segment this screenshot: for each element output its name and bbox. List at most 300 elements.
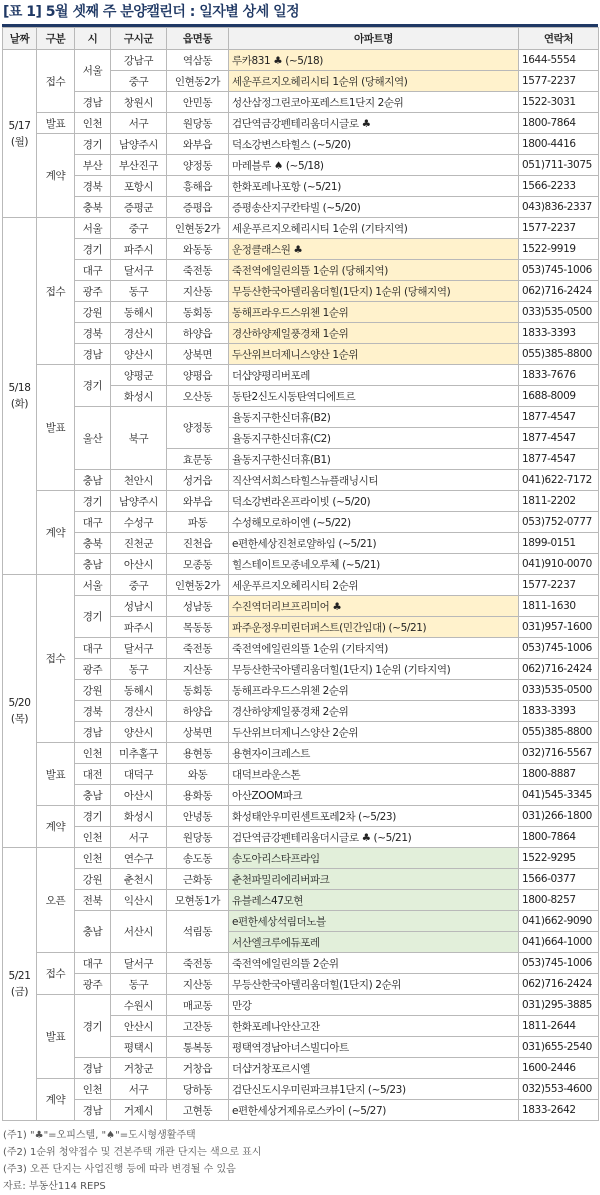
city-cell: 강원 <box>75 869 111 890</box>
town-cell: 오산동 <box>167 386 229 407</box>
contact-cell: 031)655-2540 <box>519 1037 599 1058</box>
contact-cell: 055)385-8800 <box>519 344 599 365</box>
town-cell: 와부읍 <box>167 491 229 512</box>
district-cell: 달서구 <box>111 638 167 659</box>
apartment-cell: 덕소강변스타힐스 (~5/20) <box>229 134 519 155</box>
contact-cell: 043)836-2337 <box>519 197 599 218</box>
town-cell: 흥해읍 <box>167 176 229 197</box>
type-cell: 오픈 <box>37 848 75 953</box>
table-row <box>3 911 599 932</box>
town-cell: 와부읍 <box>167 134 229 155</box>
table-row <box>3 533 599 554</box>
apartment-cell: 대덕브라운스톤 <box>229 764 519 785</box>
contact-cell: 1811-2644 <box>519 1016 599 1037</box>
city-cell: 인천 <box>75 743 111 764</box>
apartment-cell: 두산위브더제니스양산 2순위 <box>229 722 519 743</box>
city-cell: 울산 <box>75 407 111 470</box>
district-cell: 북구 <box>111 407 167 470</box>
apartment-cell: 화성태안우미린센트포레2차 (~5/23) <box>229 806 519 827</box>
header-district: 구시군 <box>111 28 167 50</box>
type-cell: 접수 <box>37 953 75 995</box>
table-title: [표 1] 5월 셋째 주 분양캘린더 : 일자별 상세 일정 <box>3 4 300 20</box>
apartment-cell: 검단역금강펜테리움더시글로 ♣ (~5/21) <box>229 827 519 848</box>
table-row <box>3 953 599 974</box>
town-cell: 통복동 <box>167 1037 229 1058</box>
district-cell: 서구 <box>111 1079 167 1100</box>
town-cell: 송도동 <box>167 848 229 869</box>
district-cell: 연수구 <box>111 848 167 869</box>
district-cell: 파주시 <box>111 617 167 638</box>
contact-cell: 031)295-3885 <box>519 995 599 1016</box>
contact-cell: 031)266-1800 <box>519 806 599 827</box>
district-cell: 중구 <box>111 71 167 92</box>
contact-cell: 051)711-3075 <box>519 155 599 176</box>
contact-cell: 1811-2202 <box>519 491 599 512</box>
contact-cell: 1833-3393 <box>519 323 599 344</box>
type-cell: 접수 <box>37 575 75 743</box>
contact-cell: 041)662-9090 <box>519 911 599 932</box>
town-cell: 지산동 <box>167 281 229 302</box>
contact-cell: 041)545-3345 <box>519 785 599 806</box>
table-row <box>3 827 599 848</box>
town-cell: 성남동 <box>167 596 229 617</box>
city-cell: 경남 <box>75 722 111 743</box>
table-row <box>3 176 599 197</box>
contact-cell: 1877-4547 <box>519 449 599 470</box>
contact-cell: 1811-1630 <box>519 596 599 617</box>
district-cell: 서구 <box>111 113 167 134</box>
district-cell: 동해시 <box>111 680 167 701</box>
apartment-cell: 춘천파밀리에리버파크 <box>229 869 519 890</box>
city-cell: 충남 <box>75 470 111 491</box>
apartment-cell: 서산엘크루에듀포레 <box>229 932 519 953</box>
contact-cell: 041)910-0070 <box>519 554 599 575</box>
city-cell: 대구 <box>75 638 111 659</box>
table-row <box>3 260 599 281</box>
town-cell: 역삼동 <box>167 50 229 71</box>
apartment-cell: 죽전역에일린의뜰 2순위 <box>229 953 519 974</box>
city-cell: 광주 <box>75 659 111 680</box>
city-cell: 경기 <box>75 365 111 407</box>
town-cell: 근화동 <box>167 869 229 890</box>
apartment-cell: 성산삼정그린코아포레스트1단지 2순위 <box>229 92 519 113</box>
contact-cell: 1800-8257 <box>519 890 599 911</box>
apartment-cell: 세운푸르지오헤리시티 1순위 (당해지역) <box>229 71 519 92</box>
town-cell: 매교동 <box>167 995 229 1016</box>
type-cell: 접수 <box>37 218 75 365</box>
town-cell: 진천읍 <box>167 533 229 554</box>
district-cell: 중구 <box>111 575 167 596</box>
table-row <box>3 407 599 428</box>
apartment-cell: 죽전역에일린의뜰 1순위 (기타지역) <box>229 638 519 659</box>
district-cell: 화성시 <box>111 386 167 407</box>
table-header-row <box>3 28 599 50</box>
city-cell: 경기 <box>75 596 111 638</box>
town-cell: 동회동 <box>167 302 229 323</box>
contact-cell: 062)716-2424 <box>519 281 599 302</box>
city-cell: 인천 <box>75 827 111 848</box>
apartment-cell: 더샵거창포르시엘 <box>229 1058 519 1079</box>
date-cell: 5/20 (목) <box>3 575 37 848</box>
city-cell: 충북 <box>75 533 111 554</box>
apartment-cell: 죽전역에일린의뜰 1순위 (당해지역) <box>229 260 519 281</box>
town-cell: 죽전동 <box>167 638 229 659</box>
apartment-cell: 한화포레나안산고잔 <box>229 1016 519 1037</box>
note-3: (주3) 오픈 단지는 사업진행 등에 따라 변경될 수 있음 <box>3 1164 236 1175</box>
city-cell: 경기 <box>75 806 111 827</box>
district-cell: 양산시 <box>111 722 167 743</box>
town-cell: 원당동 <box>167 827 229 848</box>
table-row <box>3 743 599 764</box>
table-row <box>3 1100 599 1121</box>
type-cell: 발표 <box>37 365 75 491</box>
table-row <box>3 554 599 575</box>
contact-cell: 062)716-2424 <box>519 659 599 680</box>
city-cell: 대전 <box>75 764 111 785</box>
apartment-cell: 송도아리스타프라임 <box>229 848 519 869</box>
contact-cell: 1644-5554 <box>519 50 599 71</box>
table-row <box>3 365 599 386</box>
district-cell: 파주시 <box>111 239 167 260</box>
city-cell: 경북 <box>75 176 111 197</box>
district-cell: 수성구 <box>111 512 167 533</box>
town-cell: 안민동 <box>167 92 229 113</box>
district-cell: 미추홀구 <box>111 743 167 764</box>
table-row <box>3 281 599 302</box>
contact-cell: 1522-9295 <box>519 848 599 869</box>
apartment-cell: 율동지구한신더휴(C2) <box>229 428 519 449</box>
date-cell: 5/21 (금) <box>3 848 37 1121</box>
notes <box>3 1127 600 1195</box>
contact-cell: 1577-2237 <box>519 71 599 92</box>
district-cell: 익산시 <box>111 890 167 911</box>
header-type: 구분 <box>37 28 75 50</box>
district-cell: 성남시 <box>111 596 167 617</box>
type-cell: 계약 <box>37 806 75 848</box>
contact-cell: 1600-2446 <box>519 1058 599 1079</box>
apartment-cell: 용현자이크레스트 <box>229 743 519 764</box>
city-cell: 대구 <box>75 953 111 974</box>
apartment-cell: 수진역더리브프리미어 ♣ <box>229 596 519 617</box>
town-cell: 양정동 <box>167 407 229 449</box>
district-cell: 부산진구 <box>111 155 167 176</box>
district-cell: 포항시 <box>111 176 167 197</box>
apartment-cell: 수성해모로하이엔 (~5/22) <box>229 512 519 533</box>
city-cell: 경기 <box>75 491 111 512</box>
table-row <box>3 491 599 512</box>
district-cell: 춘천시 <box>111 869 167 890</box>
apartment-cell: 힐스테이트모종네오루체 (~5/21) <box>229 554 519 575</box>
district-cell: 천안시 <box>111 470 167 491</box>
header-contact: 연락처 <box>519 28 599 50</box>
city-cell: 경기 <box>75 134 111 155</box>
apartment-cell: 마레블루 ♠ (~5/18) <box>229 155 519 176</box>
town-cell: 당하동 <box>167 1079 229 1100</box>
table-row <box>3 764 599 785</box>
table-row <box>3 323 599 344</box>
town-cell: 인현동2가 <box>167 218 229 239</box>
city-cell: 광주 <box>75 281 111 302</box>
apartment-cell: e편한세상진천로얄하임 (~5/21) <box>229 533 519 554</box>
district-cell: 달서구 <box>111 260 167 281</box>
town-cell: 양정동 <box>167 155 229 176</box>
type-cell: 계약 <box>37 491 75 575</box>
apartment-cell: 동해프라우드스위첸 2순위 <box>229 680 519 701</box>
city-cell: 서울 <box>75 50 111 92</box>
type-cell: 발표 <box>37 113 75 134</box>
city-cell: 광주 <box>75 974 111 995</box>
district-cell: 동구 <box>111 281 167 302</box>
town-cell: 용화동 <box>167 785 229 806</box>
town-cell: 용현동 <box>167 743 229 764</box>
table-row <box>3 344 599 365</box>
district-cell: 경산시 <box>111 701 167 722</box>
date-cell: 5/18 (화) <box>3 218 37 575</box>
district-cell: 수원시 <box>111 995 167 1016</box>
table-row <box>3 890 599 911</box>
city-cell: 경남 <box>75 344 111 365</box>
type-cell: 계약 <box>37 134 75 218</box>
apartment-cell: 운정클래스원 ♣ <box>229 239 519 260</box>
header-town: 읍면동 <box>167 28 229 50</box>
table-row <box>3 155 599 176</box>
contact-cell: 032)716-5567 <box>519 743 599 764</box>
town-cell: 인현동2가 <box>167 575 229 596</box>
town-cell: 죽전동 <box>167 953 229 974</box>
apartment-cell: 세운푸르지오헤리시티 2순위 <box>229 575 519 596</box>
apartment-cell: 경산하양제일풍경채 1순위 <box>229 323 519 344</box>
city-cell: 인천 <box>75 1079 111 1100</box>
contact-cell: 033)535-0500 <box>519 302 599 323</box>
district-cell: 남양주시 <box>111 134 167 155</box>
city-cell: 인천 <box>75 113 111 134</box>
apartment-cell: 율동지구한신더휴(B2) <box>229 407 519 428</box>
table-row <box>3 659 599 680</box>
contact-cell: 1577-2237 <box>519 218 599 239</box>
table-row <box>3 197 599 218</box>
date-cell: 5/17 (월) <box>3 50 37 218</box>
table-row <box>3 995 599 1016</box>
town-cell: 지산동 <box>167 974 229 995</box>
town-cell: 원당동 <box>167 113 229 134</box>
table-row <box>3 722 599 743</box>
contact-cell: 1800-8887 <box>519 764 599 785</box>
district-cell: 창원시 <box>111 92 167 113</box>
district-cell: 안산시 <box>111 1016 167 1037</box>
town-cell: 죽전동 <box>167 260 229 281</box>
city-cell: 경기 <box>75 239 111 260</box>
city-cell: 경북 <box>75 323 111 344</box>
note-2: (주2) 1순위 청약접수 및 견본주택 개관 단지는 색으로 표시 <box>3 1147 262 1158</box>
contact-cell: 031)957-1600 <box>519 617 599 638</box>
apartment-cell: e편한세상석림더노블 <box>229 911 519 932</box>
type-cell: 발표 <box>37 743 75 806</box>
town-cell: 안녕동 <box>167 806 229 827</box>
city-cell: 부산 <box>75 155 111 176</box>
apartment-cell: 한화포레나포항 (~5/21) <box>229 176 519 197</box>
apartment-cell: 무등산한국아델리움더힐(1단지) 1순위 (당해지역) <box>229 281 519 302</box>
district-cell: 서구 <box>111 827 167 848</box>
apartment-cell: 검단역금강펜테리움더시글로 ♣ <box>229 113 519 134</box>
city-cell: 서울 <box>75 575 111 596</box>
type-cell: 발표 <box>37 995 75 1079</box>
town-cell: 목동동 <box>167 617 229 638</box>
city-cell: 경남 <box>75 1058 111 1079</box>
apartment-cell: 유블레스47모현 <box>229 890 519 911</box>
header-date: 날짜 <box>3 28 37 50</box>
town-cell: 와동 <box>167 764 229 785</box>
district-cell: 평택시 <box>111 1037 167 1058</box>
town-cell: 성거읍 <box>167 470 229 491</box>
apartment-cell: 더샵양평리버포레 <box>229 365 519 386</box>
table-row <box>3 1058 599 1079</box>
district-cell: 화성시 <box>111 806 167 827</box>
district-cell: 경산시 <box>111 323 167 344</box>
table-row <box>3 134 599 155</box>
contact-cell: 1800-4416 <box>519 134 599 155</box>
apartment-cell: 증평송산지구칸타빌 (~5/20) <box>229 197 519 218</box>
table-row <box>3 218 599 239</box>
table-row <box>3 869 599 890</box>
contact-cell: 1800-7864 <box>519 827 599 848</box>
district-cell: 진천군 <box>111 533 167 554</box>
city-cell: 대구 <box>75 260 111 281</box>
table-row <box>3 239 599 260</box>
contact-cell: 1877-4547 <box>519 407 599 428</box>
contact-cell: 1833-2642 <box>519 1100 599 1121</box>
district-cell: 달서구 <box>111 953 167 974</box>
type-cell: 계약 <box>37 1079 75 1121</box>
apartment-cell: 평택역경남아너스빌디아트 <box>229 1037 519 1058</box>
city-cell: 경북 <box>75 701 111 722</box>
town-cell: 고현동 <box>167 1100 229 1121</box>
contact-cell: 1800-7864 <box>519 113 599 134</box>
district-cell: 동해시 <box>111 302 167 323</box>
district-cell: 대덕구 <box>111 764 167 785</box>
city-cell: 충북 <box>75 197 111 218</box>
apartment-cell: 만강 <box>229 995 519 1016</box>
town-cell: 파동 <box>167 512 229 533</box>
town-cell: 양평읍 <box>167 365 229 386</box>
district-cell: 강남구 <box>111 50 167 71</box>
district-cell: 양산시 <box>111 344 167 365</box>
apartment-cell: 파주운정우미린더퍼스트(민간임대) (~5/21) <box>229 617 519 638</box>
district-cell: 아산시 <box>111 554 167 575</box>
city-cell: 경남 <box>75 92 111 113</box>
town-cell: 하양읍 <box>167 323 229 344</box>
town-cell: 인현동2가 <box>167 71 229 92</box>
city-cell: 인천 <box>75 848 111 869</box>
apartment-cell: 덕소강변라온프라이빗 (~5/20) <box>229 491 519 512</box>
source-note: 자료: 부동산114 REPS <box>3 1181 106 1192</box>
table-row <box>3 512 599 533</box>
apartment-cell: e편한세상거제유로스카이 (~5/27) <box>229 1100 519 1121</box>
table-row <box>3 638 599 659</box>
town-cell: 거창읍 <box>167 1058 229 1079</box>
district-cell: 서산시 <box>111 911 167 953</box>
table-row <box>3 302 599 323</box>
city-cell: 강원 <box>75 680 111 701</box>
contact-cell: 053)752-0777 <box>519 512 599 533</box>
city-cell: 전북 <box>75 890 111 911</box>
contact-cell: 1566-2233 <box>519 176 599 197</box>
city-cell: 충남 <box>75 911 111 953</box>
apartment-cell: 율동지구한신더휴(B1) <box>229 449 519 470</box>
contact-cell: 032)553-4600 <box>519 1079 599 1100</box>
contact-cell: 053)745-1006 <box>519 260 599 281</box>
district-cell: 동구 <box>111 974 167 995</box>
table-row <box>3 92 599 113</box>
contact-cell: 1688-8009 <box>519 386 599 407</box>
contact-cell: 1522-3031 <box>519 92 599 113</box>
table-row <box>3 974 599 995</box>
header-city: 시 <box>75 28 111 50</box>
town-cell: 효문동 <box>167 449 229 470</box>
city-cell: 충남 <box>75 785 111 806</box>
contact-cell: 055)385-8800 <box>519 722 599 743</box>
contact-cell: 062)716-2424 <box>519 974 599 995</box>
town-cell: 석림동 <box>167 911 229 953</box>
city-cell: 대구 <box>75 512 111 533</box>
table-row <box>3 575 599 596</box>
city-cell: 경남 <box>75 1100 111 1121</box>
apartment-cell: 직산역서희스타힐스뉴플래닝시티 <box>229 470 519 491</box>
apartment-cell: 경산하양제일풍경채 2순위 <box>229 701 519 722</box>
note-1: (주1) "♣"=오피스텔, "♠"=도시형생활주택 <box>3 1130 196 1141</box>
table-row <box>3 701 599 722</box>
district-cell: 중구 <box>111 218 167 239</box>
contact-cell: 1877-4547 <box>519 428 599 449</box>
contact-cell: 1522-9919 <box>519 239 599 260</box>
town-cell: 지산동 <box>167 659 229 680</box>
district-cell: 증평군 <box>111 197 167 218</box>
table-row <box>3 50 599 71</box>
apartment-cell: 루카831 ♣ (~5/18) <box>229 50 519 71</box>
table-row <box>3 680 599 701</box>
apartment-cell: 동해프라우드스위첸 1순위 <box>229 302 519 323</box>
schedule-table <box>2 27 599 1121</box>
district-cell: 거제시 <box>111 1100 167 1121</box>
contact-cell: 041)622-7172 <box>519 470 599 491</box>
contact-cell: 1566-0377 <box>519 869 599 890</box>
district-cell: 거창군 <box>111 1058 167 1079</box>
table-body <box>3 50 599 1121</box>
contact-cell: 1833-3393 <box>519 701 599 722</box>
city-cell: 경기 <box>75 995 111 1058</box>
town-cell: 와동동 <box>167 239 229 260</box>
contact-cell: 053)745-1006 <box>519 638 599 659</box>
town-cell: 모종동 <box>167 554 229 575</box>
district-cell: 양평군 <box>111 365 167 386</box>
contact-cell: 053)745-1006 <box>519 953 599 974</box>
town-cell: 모현동1가 <box>167 890 229 911</box>
contact-cell: 1833-7676 <box>519 365 599 386</box>
table-row <box>3 785 599 806</box>
table-row <box>3 1079 599 1100</box>
city-cell: 충남 <box>75 554 111 575</box>
type-cell: 접수 <box>37 50 75 113</box>
apartment-cell: 무등산한국아델리움더힐(1단지) 1순위 (기타지역) <box>229 659 519 680</box>
city-cell: 서울 <box>75 218 111 239</box>
apartment-cell: 세운푸르지오헤리시티 1순위 (기타지역) <box>229 218 519 239</box>
contact-cell: 041)664-1000 <box>519 932 599 953</box>
town-cell: 상북면 <box>167 344 229 365</box>
town-cell: 고잔동 <box>167 1016 229 1037</box>
district-cell: 아산시 <box>111 785 167 806</box>
table-row <box>3 848 599 869</box>
contact-cell: 1899-0151 <box>519 533 599 554</box>
table-row <box>3 806 599 827</box>
